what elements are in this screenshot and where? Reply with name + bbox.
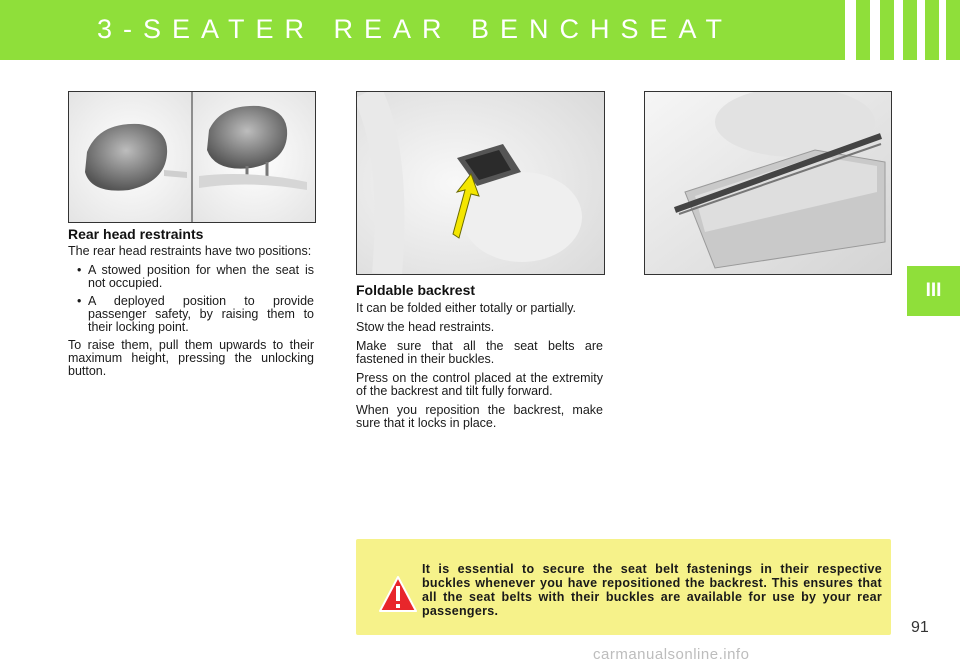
- folded-backrest-photo: [644, 91, 892, 275]
- backrest-paragraph: Press on the control placed at the extremity of the backrest and tilt fully forward.: [356, 371, 603, 398]
- head-restraints-photo: [68, 91, 316, 223]
- folded-backrest-illustration: [645, 92, 891, 274]
- watermark: carmanualsonline.info: [593, 646, 750, 663]
- backrest-body: [356, 302, 603, 436]
- exclamation-triangle-icon: [378, 575, 418, 613]
- backrest-paragraph: Stow the head restraints.: [356, 320, 495, 334]
- page-number: 91: [911, 619, 929, 636]
- backrest-paragraph: Make sure that all the seat belts are fastened in their buckles.: [356, 339, 603, 366]
- header-stripe: [845, 0, 856, 60]
- restraint-bullet-deployed: • A deployed position to provide passenger safety, by raising them to their locking point.: [68, 295, 314, 334]
- header-stripe: [870, 0, 880, 60]
- backrest-paragraph: It can be folded either totally or partially.: [356, 301, 577, 315]
- header-stripe: [917, 0, 925, 60]
- head-restraints-illustration: [69, 92, 315, 222]
- warning-box: [356, 539, 891, 635]
- backrest-paragraph: When you reposition the backrest, make sure that it locks in place.: [356, 403, 603, 430]
- page-title: 3-SEATER REAR BENCHSEAT: [96, 14, 734, 44]
- backrest-heading: Foldable backrest: [356, 282, 476, 298]
- warning-text: It is essential to secure the seat belt fastenings in their respective buckles whenever you have repositioned the backrest. This ensures that all the seat belts with their buckles are available for use by your rear passengers.: [422, 562, 882, 618]
- restraint-bullet-stowed: • A stowed position for when the seat is not occupied.: [68, 264, 314, 290]
- restraints-intro: The rear head restraints have two positions:: [68, 244, 312, 258]
- header-bar: [0, 0, 960, 60]
- backrest-control-photo: [356, 91, 605, 275]
- chapter-tab: III: [907, 266, 960, 316]
- header-stripe: [939, 0, 946, 60]
- restraints-body: [68, 245, 314, 384]
- header-stripe: [894, 0, 903, 60]
- restraints-instruction: To raise them, pull them upwards to their maximum height, pressing the unlocking button.: [68, 338, 314, 378]
- backrest-control-illustration: [357, 92, 604, 274]
- restraints-heading: Rear head restraints: [68, 226, 204, 242]
